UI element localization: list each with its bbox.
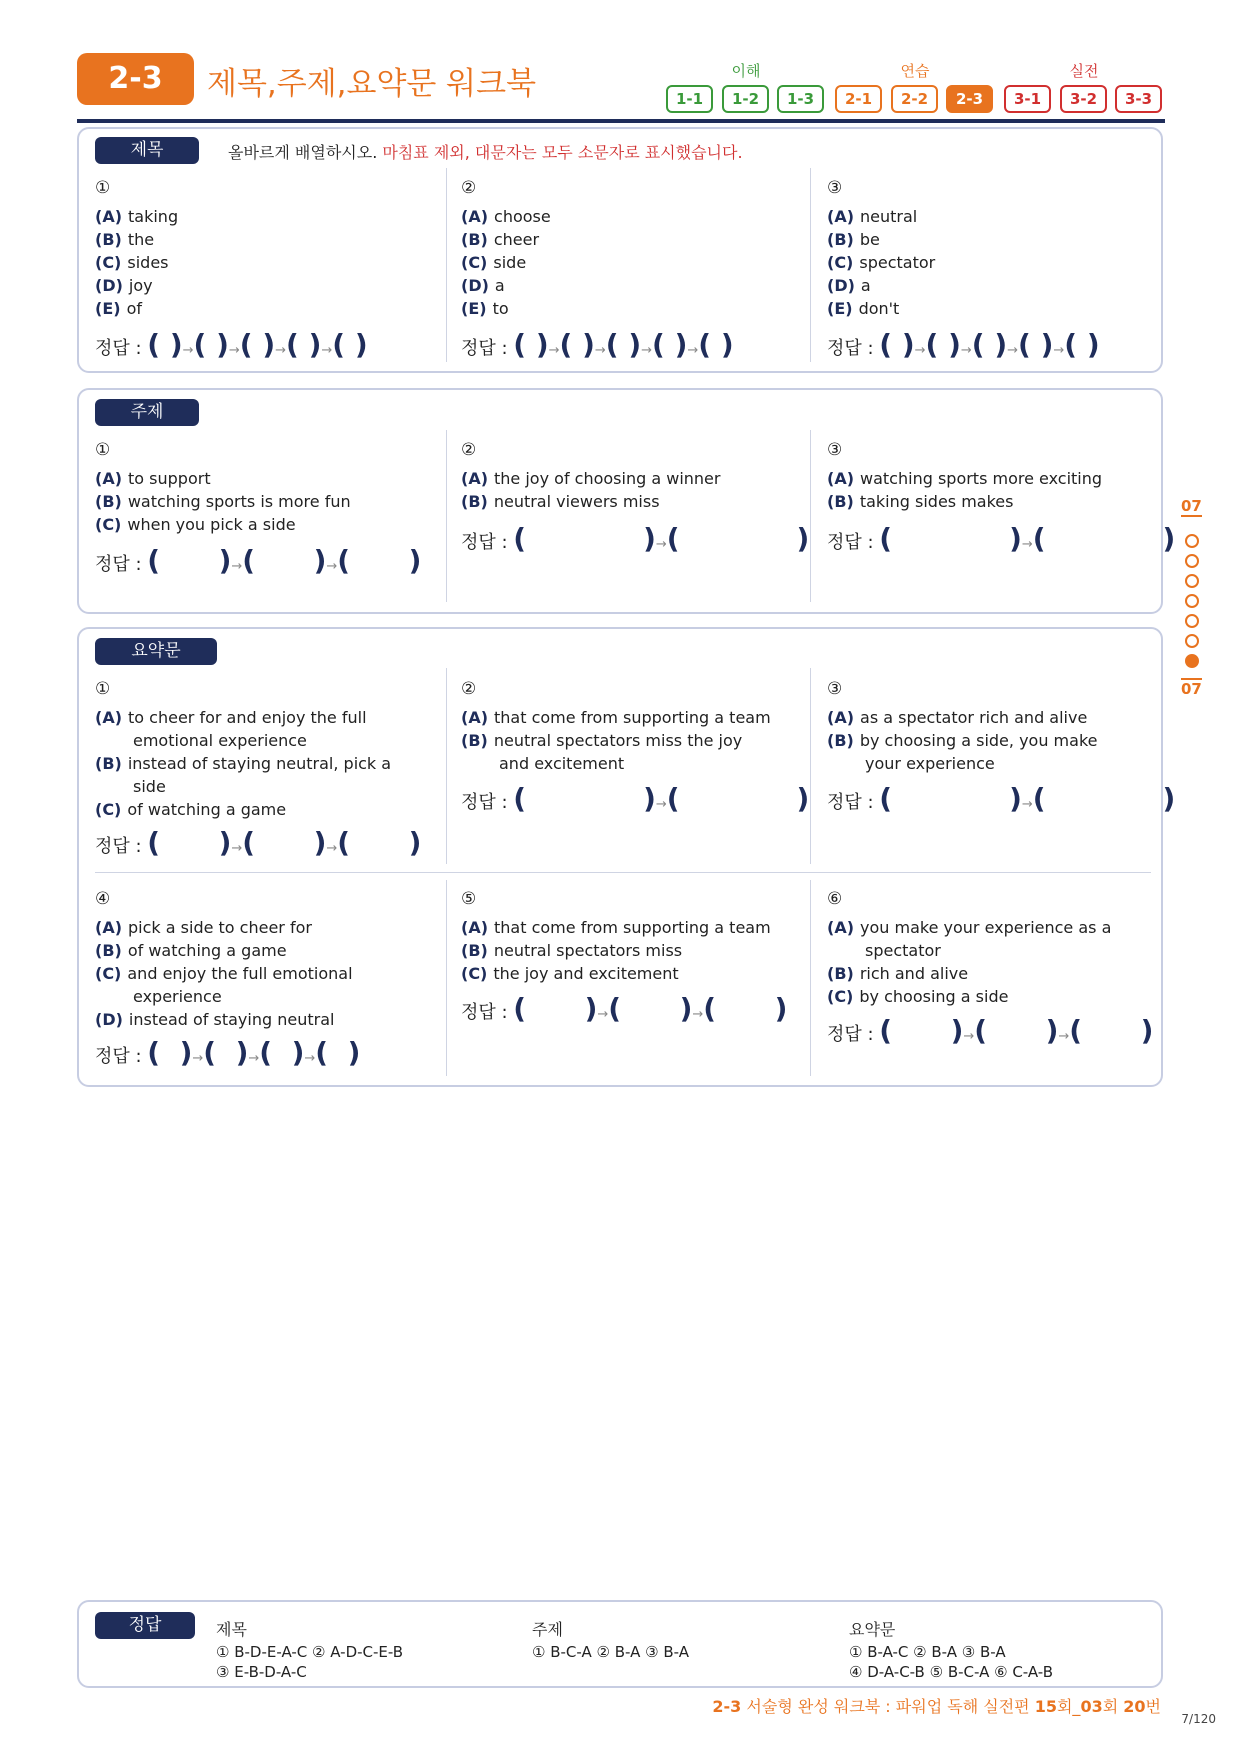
question-number: ③ xyxy=(827,440,843,460)
footer: 2-3 서술형 완성 워크북 : 파워업 독해 실전편 15회_03회 20번 xyxy=(712,1697,1161,1716)
step-2-1-button[interactable]: 2-1 xyxy=(835,85,882,113)
question-options: (A) taking (B) the (C) sides (D) joy (E) of xyxy=(95,207,179,318)
answer-blank[interactable]: 정답 : ( )→( ) xyxy=(461,782,810,815)
answer-blank[interactable]: 정답 : ( )→( ) xyxy=(827,522,1176,555)
footer-unit: 2-3 xyxy=(712,1697,742,1716)
answer-blank[interactable]: 정답 : ( )→( )→( ) xyxy=(461,992,788,1025)
question-number: ① xyxy=(95,178,111,198)
answer-key-topic-heading: 주제 xyxy=(532,1620,563,1639)
answer-blank[interactable]: 정답 : ( )→( )→( )→( )→( ) xyxy=(95,328,368,361)
answer-blank[interactable]: 정답 : ( )→( )→( ) xyxy=(827,1014,1154,1047)
header-rule xyxy=(77,119,1165,123)
question-options: (A) to cheer for and enjoy the full emotional experience (B) instead of staying neutral, pick a side (C) of watching a game xyxy=(95,708,392,819)
divider xyxy=(446,168,447,362)
divider xyxy=(810,168,811,362)
step-3-3-button[interactable]: 3-3 xyxy=(1115,85,1162,113)
question-options: (A) the joy of choosing a winner (B) neutral viewers miss xyxy=(461,469,721,511)
question-options: (A) you make your experience as a spectator (B) rich and alive (C) by choosing a side xyxy=(827,918,1112,1006)
question-number: ③ xyxy=(827,679,843,699)
answer-blank[interactable]: 정답 : ( )→( )→( )→( )→( ) xyxy=(461,328,734,361)
group-label-real: 실전 xyxy=(1069,62,1099,80)
answer-blank[interactable]: 정답 : ( )→( )→( )→( ) xyxy=(95,1036,361,1069)
answer-blank[interactable]: 정답 : ( )→( )→( )→( )→( ) xyxy=(827,328,1100,361)
divider xyxy=(446,668,447,864)
step-3-1-button[interactable]: 3-1 xyxy=(1004,85,1051,113)
answer-key-topic-line1: ① B-C-A ② B-A ③ B-A xyxy=(532,1643,689,1661)
answer-blank[interactable]: 정답 : ( )→( )→( ) xyxy=(95,544,422,577)
step-3-2-button[interactable]: 3-2 xyxy=(1060,85,1107,113)
step-2-2-button[interactable]: 2-2 xyxy=(891,85,938,113)
answer-key-title-line2: ③ E-B-D-A-C xyxy=(216,1663,307,1681)
question-number: ⑤ xyxy=(461,889,477,909)
topic-section-tag: 주제 xyxy=(95,399,199,426)
step-2-3-button[interactable]: 2-3 xyxy=(946,85,993,113)
question-number: ② xyxy=(461,440,477,460)
answer-key-title-line1: ① B-D-E-A-C ② A-D-C-E-B xyxy=(216,1643,404,1661)
question-number: ③ xyxy=(827,178,843,198)
question-options: (A) to support (B) watching sports is more fun (C) when you pick a side xyxy=(95,469,351,534)
instruction-main: 올바르게 배열하시오. xyxy=(228,143,378,162)
question-options: (A) neutral (B) be (C) spectator (D) a (E) don't xyxy=(827,207,936,318)
progress-dot xyxy=(1185,574,1199,588)
group-label-understanding: 이해 xyxy=(731,62,761,80)
progress-dot xyxy=(1185,534,1199,548)
question-number: ② xyxy=(461,178,477,198)
page-title: 제목,주제,요약문 워크북 xyxy=(207,66,537,102)
row-divider xyxy=(95,872,1151,873)
question-options: (A) choose (B) cheer (C) side (D) a (E) to xyxy=(461,207,551,318)
progress-dot xyxy=(1185,614,1199,628)
progress-dot xyxy=(1185,594,1199,608)
answer-blank[interactable]: 정답 : ( )→( ) xyxy=(461,522,810,555)
progress-dot xyxy=(1185,634,1199,648)
question-number: ② xyxy=(461,679,477,699)
instruction xyxy=(228,140,743,163)
answer-key-tag: 정답 xyxy=(95,1612,195,1639)
divider xyxy=(446,880,447,1076)
answer-key-summary-line1: ① B-A-C ② B-A ③ B-A xyxy=(849,1643,1006,1661)
page-number: 7/120 xyxy=(1181,1712,1216,1726)
answer-key-title-heading: 제목 xyxy=(216,1620,247,1639)
step-1-2-button[interactable]: 1-2 xyxy=(722,85,769,113)
unit-badge: 2-3 xyxy=(77,53,194,105)
answer-key-summary-line2: ④ D-A-C-B ⑤ B-C-A ⑥ C-A-B xyxy=(849,1663,1053,1681)
progress-dot-current xyxy=(1185,654,1199,668)
summary-section-tag: 요약문 xyxy=(95,638,217,665)
divider xyxy=(810,880,811,1076)
side-index-top: 07 xyxy=(1181,497,1202,515)
question-options: (A) that come from supporting a team (B) neutral spectators miss (C) the joy and excitement xyxy=(461,918,771,983)
question-number: ① xyxy=(95,440,111,460)
group-label-practice: 연습 xyxy=(900,62,930,80)
progress-dot xyxy=(1185,554,1199,568)
answer-key-summary-heading: 요약문 xyxy=(849,1620,896,1639)
step-1-1-button[interactable]: 1-1 xyxy=(666,85,713,113)
answer-blank[interactable]: 정답 : ( )→( ) xyxy=(827,782,1176,815)
divider xyxy=(446,430,447,602)
question-number: ④ xyxy=(95,889,111,909)
instruction-note: 마침표 제외, 대문자는 모두 소문자로 표시했습니다. xyxy=(382,143,743,162)
question-number: ⑥ xyxy=(827,889,843,909)
divider xyxy=(810,430,811,602)
question-options: (A) watching sports more exciting (B) taking sides makes xyxy=(827,469,1103,511)
side-index-bottom: 07 xyxy=(1181,680,1202,698)
step-1-3-button[interactable]: 1-3 xyxy=(777,85,824,113)
question-options: (A) as a spectator rich and alive (B) by choosing a side, you make your experience xyxy=(827,708,1098,773)
question-options: (A) that come from supporting a team (B) neutral spectators miss the joy and excitement xyxy=(461,708,771,773)
answer-blank[interactable]: 정답 : ( )→( )→( ) xyxy=(95,826,422,859)
divider xyxy=(810,668,811,864)
title-section-tag: 제목 xyxy=(95,137,199,164)
question-number: ① xyxy=(95,679,111,699)
question-options: (A) pick a side to cheer for (B) of watching a game (C) and enjoy the full emotional experience (D) instead of staying neutral xyxy=(95,918,353,1029)
